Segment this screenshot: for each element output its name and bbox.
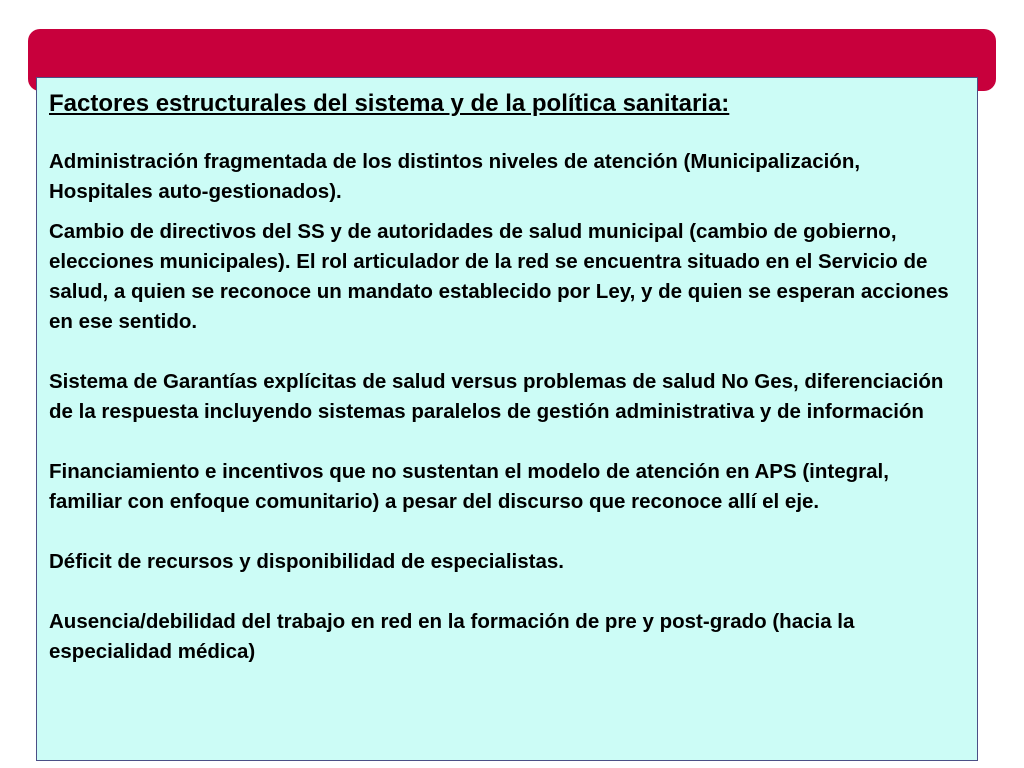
paragraph-financiamiento: Financiamiento e incentivos que no sustentan el modelo de atención en APS (integral, familiar con enfoque comunitario) a pesar del discurso que reconoce allí el eje. <box>49 460 889 513</box>
paragraph-administracion: Administración fragmentada de los distintos niveles de atención (Municipalización, Hospitales auto-gestionados). <box>49 150 861 203</box>
paragraph-deficit-recursos: Déficit de recursos y disponibilidad de especialistas. <box>49 550 564 573</box>
content-box <box>36 77 978 761</box>
paragraph-ausencia-trabajo-red: Ausencia/debilidad del trabajo en red en la formación de pre y post-grado (hacia la especialidad médica) <box>49 610 855 663</box>
paragraph-sistema-garantias: Sistema de Garantías explícitas de salud versus problemas de salud No Ges, diferenciación de la respuesta incluyendo sistemas paralelos de gestión administrativa y de información <box>49 370 944 423</box>
slide-title: Factores estructurales del sistema y de la política sanitaria: <box>49 90 730 117</box>
paragraph-cambio-directivos: Cambio de directivos del SS y de autoridades de salud municipal (cambio de gobierno, elecciones municipales). El rol articulador de la red se encuentra situado en el Servicio de salud, a quien se reconoce un mandato establecido por Ley, y de quien se esperan acciones en ese sentido. <box>49 220 949 333</box>
